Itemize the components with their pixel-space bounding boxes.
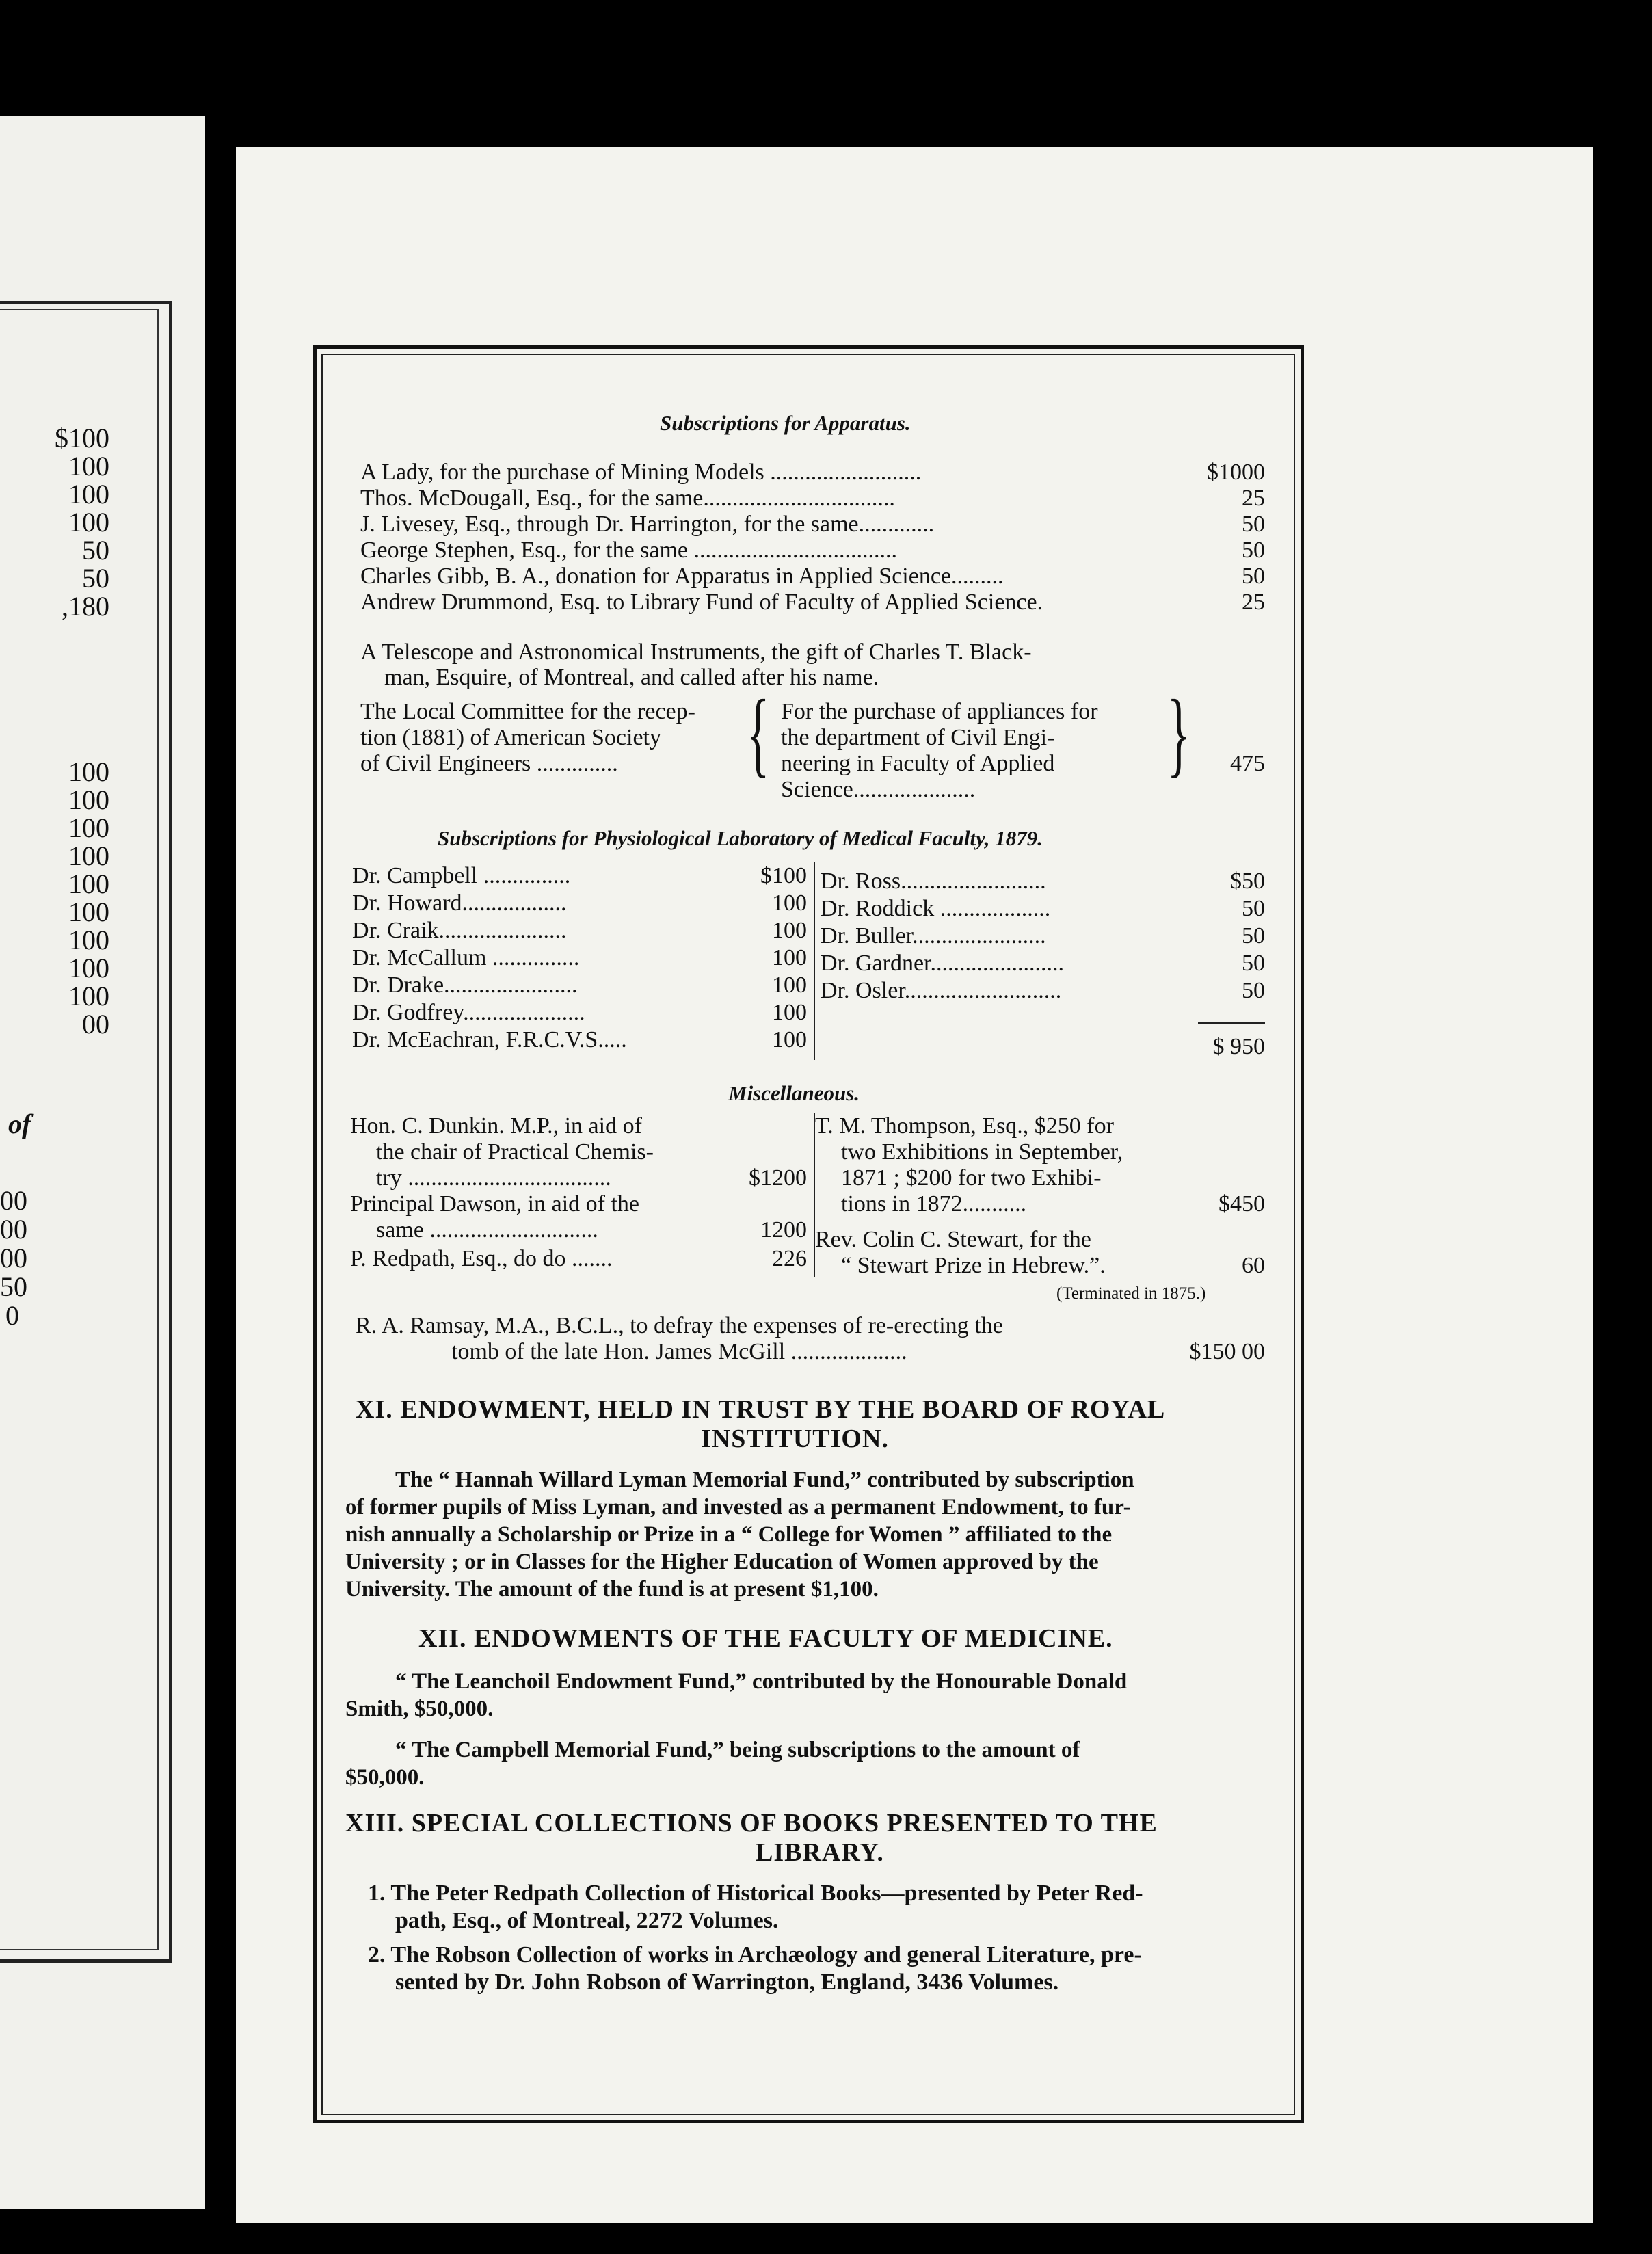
collection-1-line-2: path, Esq., of Montreal, 2272 Volumes. [395,1908,779,1933]
physiological-donor: Dr. Campbell ............... [352,863,571,888]
facing-page-amounts-mid [0,758,109,1038]
misc-right-line: tions in 1872........... [841,1191,1027,1217]
facing-page-of: of [8,1109,31,1139]
physiological-donor: Dr. Craik...................... [352,918,567,943]
facing-amount: 100 [68,784,109,815]
facing-page-amounts-low [0,1185,27,1331]
section-xi-title-2: INSTITUTION. [701,1424,889,1453]
physiological-amount: 50 [1242,896,1265,921]
physiological-donor: Dr. Gardner....................... [821,951,1065,976]
physiological-amount: 100 [772,918,807,943]
misc-right-line: T. M. Thompson, Esq., $250 for [815,1113,1114,1139]
physiological-donor: Dr. Buller....................... [821,923,1046,949]
section-xiii-title-1: XIII. SPECIAL COLLECTIONS OF BOOKS PRESENTED TO THE [345,1809,1158,1838]
physiological-total-rule [1198,1022,1265,1024]
physiological-divider [814,862,815,1060]
facing-amount: 100 [68,840,109,871]
apparatus-item-amount: 25 [1242,486,1265,511]
apparatus-item-label: A Lady, for the purchase of Mining Models .......................... [360,460,922,485]
facing-amount: $100 [55,423,109,453]
misc-left-amount: 1200 [760,1217,807,1243]
facing-page-amounts-top [0,424,109,620]
misc-right-amount: $450 [1218,1191,1265,1217]
facing-amount: 50 [82,535,109,566]
facing-amount: 00 [0,1185,27,1216]
misc-left-amount: $1200 [749,1165,807,1191]
section-xi-line: nish annually a Scholarship or Prize in a “ College for Women ” affiliated to the [345,1522,1113,1547]
misc-left-line: Hon. C. Dunkin. M.P., in aid of [350,1113,642,1139]
section-xii-p2-line: $50,000. [345,1765,425,1790]
committee-left-line: tion (1881) of American Society [360,725,662,750]
facing-amount: 100 [68,756,109,787]
physiological-amount: 100 [772,1000,807,1025]
committee-right-line: the department of Civil Engi- [781,725,1055,750]
ramsay-line-1: R. A. Ramsay, M.A., B.C.L., to defray the expenses of re-erecting the [356,1313,1003,1338]
committee-right-line: neering in Faculty of Applied [781,751,1055,776]
facing-amount: 100 [68,479,109,509]
apparatus-item-label: George Stephen, Esq., for the same ................................... [360,538,898,563]
facing-amount: 100 [68,953,109,983]
facing-amount: 50 [0,1271,27,1302]
facing-amount: 100 [68,869,109,899]
physiological-donor: Dr. Osler........................... [821,978,1062,1003]
apparatus-item-amount: 50 [1242,512,1265,537]
facing-amount: 100 [68,451,109,481]
section-xii-title: XII. ENDOWMENTS OF THE FACULTY OF MEDICINE. [418,1624,1113,1653]
misc-heading: Miscellaneous. [728,1081,860,1105]
physiological-heading: Subscriptions for Physiological Laboratory of Medical Faculty, 1879. [438,826,1043,850]
misc-right-line: Rev. Colin C. Stewart, for the [815,1227,1091,1252]
committee-amount: 475 [1230,751,1265,776]
misc-left-line: the chair of Practical Chemis- [376,1139,654,1165]
apparatus-item-amount: 50 [1242,564,1265,589]
committee-right-line: Science..................... [781,777,976,802]
collection-2-line-1: 2. The Robson Collection of works in Archæology and general Literature, pre- [368,1942,1142,1967]
ramsay-line-2: tomb of the late Hon. James McGill .................... [451,1339,907,1364]
apparatus-item-amount: 25 [1242,589,1265,615]
physiological-donor: Dr. Drake....................... [352,972,578,998]
physiological-donor: Dr. Godfrey..................... [352,1000,585,1025]
physiological-amount: 50 [1242,951,1265,976]
section-xi-line: of former pupils of Miss Lyman, and invested as a permanent Endowment, to fur- [345,1495,1131,1520]
misc-left-line: try ................................... [376,1165,611,1191]
misc-right-amount: 60 [1242,1253,1265,1278]
physiological-total: $ 950 [1212,1034,1265,1059]
committee-left-line: of Civil Engineers .............. [360,751,618,776]
apparatus-item-amount: $1000 [1207,460,1265,485]
physiological-amount: $50 [1230,869,1265,894]
facing-amount: ,180 [62,591,109,622]
collection-2-line-2: sented by Dr. John Robson of Warrington, England, 3436 Volumes. [395,1970,1059,1995]
apparatus-item-label: Thos. McDougall, Esq., for the same................................. [360,486,895,511]
section-xii-p1-line: “ The Leanchoil Endowment Fund,” contributed by the Honourable Donald [395,1669,1128,1694]
physiological-donor: Dr. Howard.................. [352,890,567,916]
section-xii-p2-line: “ The Campbell Memorial Fund,” being subscriptions to the amount of [395,1738,1080,1762]
facing-amount: 100 [68,981,109,1011]
misc-right-line: “ Stewart Prize in Hebrew.”. [841,1253,1106,1278]
telescope-line-2: man, Esquire, of Montreal, and called after his name. [384,665,879,690]
physiological-donor: Dr. McCallum ............... [352,945,580,970]
terminated-note: (Terminated in 1875.) [1056,1284,1206,1303]
apparatus-item-amount: 50 [1242,538,1265,563]
facing-amount: 100 [68,925,109,955]
committee-right-line: For the purchase of appliances for [781,699,1098,724]
facing-amount: 100 [68,897,109,927]
apparatus-heading: Subscriptions for Apparatus. [660,411,911,435]
physiological-amount: 100 [772,890,807,916]
section-xi-line: The “ Hannah Willard Lyman Memorial Fund,” contributed by subscription [395,1468,1134,1492]
section-xi-title-1: XI. ENDOWMENT, HELD IN TRUST BY THE BOARD OF ROYAL [356,1395,1166,1424]
section-xi-line: University ; or in Classes for the Higher Education of Women approved by the [345,1550,1099,1574]
physiological-donor: Dr. Roddick ................... [821,896,1051,921]
facing-amount: 00 [0,1243,27,1273]
right-brace-icon: } [1167,680,1190,786]
misc-left-line: Principal Dawson, in aid of the [350,1191,640,1217]
section-xii-p1-line: Smith, $50,000. [345,1697,494,1721]
facing-amount: 100 [68,812,109,843]
left-brace-icon: { [746,680,770,786]
misc-right-line: 1871 ; $200 for two Exhibi- [841,1165,1102,1191]
telescope-line-1: A Telescope and Astronomical Instruments, the gift of Charles T. Black- [360,639,1032,665]
committee-left-line: The Local Committee for the recep- [360,699,695,724]
physiological-amount: 50 [1242,923,1265,949]
misc-left-line: same ............................. [376,1217,598,1243]
apparatus-item-label: Andrew Drummond, Esq. to Library Fund of Faculty of Applied Science. [360,589,1043,615]
misc-left-line: P. Redpath, Esq., do do ....... [350,1246,613,1271]
ramsay-amount: $150 00 [1189,1339,1265,1364]
physiological-amount: 100 [772,1027,807,1052]
apparatus-item-label: Charles Gibb, B. A., donation for Apparatus in Applied Science......... [360,564,1004,589]
misc-right-line: two Exhibitions in September, [841,1139,1123,1165]
collection-1-line-1: 1. The Peter Redpath Collection of Historical Books—presented by Peter Red- [368,1881,1143,1906]
facing-amount: 100 [68,507,109,538]
facing-amount: 00 [82,1009,109,1039]
physiological-amount: 100 [772,972,807,998]
section-xi-line: University. The amount of the fund is at present $1,100. [345,1577,879,1602]
physiological-donor: Dr. Ross......................... [821,869,1046,894]
apparatus-item-label: J. Livesey, Esq., through Dr. Harrington, for the same............. [360,512,935,537]
physiological-amount: $100 [760,863,807,888]
facing-amount: 0 [5,1300,19,1331]
section-xiii-title-2: LIBRARY. [756,1838,884,1867]
physiological-amount: 50 [1242,978,1265,1003]
facing-amount: 00 [0,1214,27,1245]
misc-left-amount: 226 [772,1246,807,1271]
physiological-donor: Dr. McEachran, F.R.C.V.S..... [352,1027,627,1052]
facing-amount: 50 [82,563,109,594]
physiological-amount: 100 [772,945,807,970]
